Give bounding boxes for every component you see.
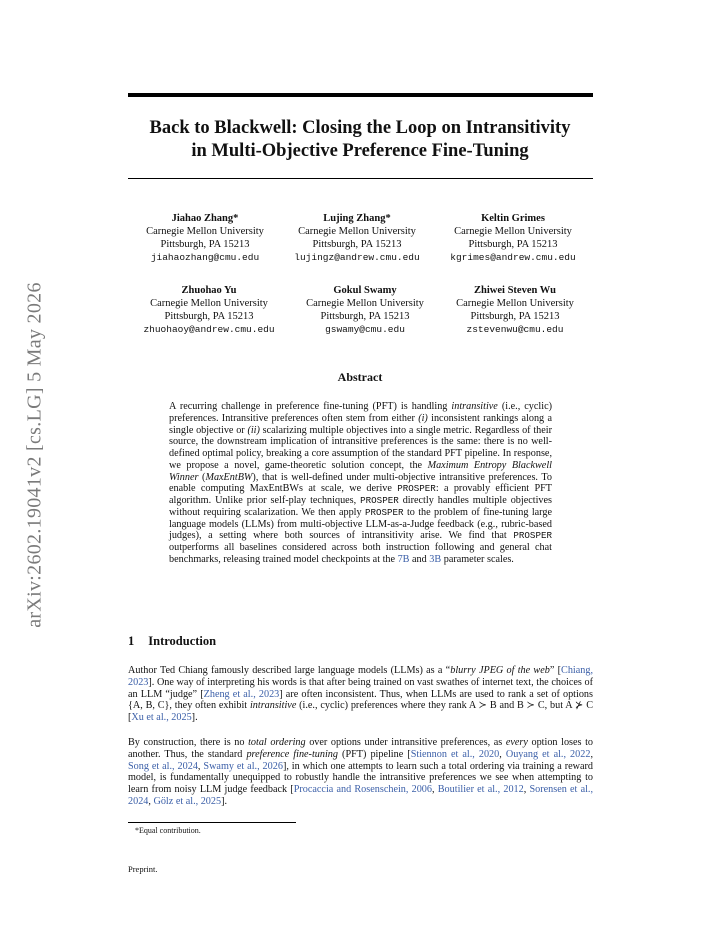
author-name: Gokul Swamy [333,285,397,296]
footnote-rule [128,822,296,823]
footnote-equal-contribution: *Equal contribution. [135,826,201,835]
author-location: Pittsburgh, PA 15213 [164,311,254,322]
author-affiliation: Carnegie Mellon University [454,226,572,237]
author-email[interactable]: gswamy@cmu.edu [325,324,405,335]
abstract-body: A recurring challenge in preference fine-tuning (PFT) is handling intransitive (i.e., cyclic) preferences. Intransitive preferences often stem from either (i) inconsistent rankings along a single objective or (ii) scalarizing multiple objectives into a single metric. Regardless of their source, the downstream implication of intransitive preferences is the same: there is no well-defined optimal policy, breaking a core assumption of the standard PFT pipeline. In response, we propose a novel, game-theoretic solution concept, the Maximum Entropy Blackwell Winner (MaxEntBW), that is well-defined under multi-objective intransitive preferences. To enable computing MaxEntBWs at scale, we derive PROSPER: a provably efficient PFT algorithm. Unlike prior self-play techniques, PROSPER directly handles multiple objectives without requiring scalarization. We then apply PROSPER to the problem of fine-tuning large language models (LLMs) from multi-objective LLM-as-a-Judge feedback (e.g., rubric-based judges), a setting where both sources of intransitivity arise. We find that PROSPER outperforms all baselines considered across both instruction following and general chat benchmarks, releasing trained model checkpoints at the 7B and 3B parameter scales. [169,401,552,565]
author-location: Pittsburgh, PA 15213 [320,311,410,322]
section-title: Introduction [148,634,217,648]
author-affiliation: Carnegie Mellon University [298,226,416,237]
author-affiliation: Carnegie Mellon University [306,298,424,309]
title-top-rule [128,93,593,97]
author-email[interactable]: kgrimes@andrew.cmu.edu [450,252,576,263]
citation-link[interactable]: Boutilier et al., 2012 [437,784,524,796]
title-bottom-rule [128,178,593,179]
author-location: Pittsburgh, PA 15213 [470,311,560,322]
citation-link[interactable]: Xu et al., 2025 [131,712,192,724]
checkpoint-link-3b[interactable]: 3B [429,553,442,565]
author-email[interactable]: jiahaozhang@cmu.edu [150,252,260,263]
author-location: Pittsburgh, PA 15213 [160,239,250,250]
author-affiliation: Carnegie Mellon University [146,226,264,237]
citation-link[interactable]: Procaccia and Rosenschein, 2006 [293,784,432,796]
author-name: Keltin Grimes [481,213,545,224]
author-email[interactable]: zhuohaoy@andrew.cmu.edu [143,324,275,335]
author-location: Pittsburgh, PA 15213 [312,239,402,250]
citation-link[interactable]: Sorensen et al., 2024 [128,784,594,807]
author-affiliation: Carnegie Mellon University [150,298,268,309]
author-email[interactable]: lujingz@andrew.cmu.edu [294,252,420,263]
abstract-heading: Abstract [337,370,383,384]
preprint-label: Preprint. [128,864,158,874]
intro-paragraph-2: By construction, there is no total ordering over options under intransitive preferences, as every option loses to another. Thus, the standard preference fine-tuning (PFT) pipeline [Stiennon et al., 2020, Ouyang et al., 2022, Song et al., 2024, Swamy et al., 2026], in which one attempts to learn such a total ordering via training a reward model, is fundamentally unequipped to robustly handle the intransitive preferences we see when attempting to learn from noisy LLM judge feedback [Procaccia and Rosenschein, 2006, Boutilier et al., 2012, Sorensen et al., 2024, Gölz et al., 2025]. [128,737,594,807]
author-block-6 [415,284,615,336]
author-name: Zhuohao Yu [181,285,237,296]
citation-link[interactable]: Gölz et al., 2025 [153,795,222,807]
author-name: Zhiwei Steven Wu [474,285,556,296]
checkpoint-link-7b[interactable]: 7B [397,553,410,565]
author-block-3 [413,212,613,264]
citation-link[interactable]: Swamy et al., 2026 [203,760,283,772]
section-number: 1 [128,634,135,648]
arxiv-sidebar-stamp: arXiv:2602.19041v2 [cs.LG] 5 May 2026 [23,282,46,628]
title-line-1: Back to Blackwell: Closing the Loop on Intransitivity [149,118,571,138]
intro-paragraph-1: Author Ted Chiang famously described large language models (LLMs) as a “blurry JPEG of the web” [Chiang, 2023]. One way of interpreting his words is that after being trained on vast swathes of internet text, the choices of an LLM “judge” [Zheng et al., 2023] are often inconsistent. Thus, when LLMs are used to rank a set of options {A, B, C}, they often exhibit intransitive (i.e., cyclic) preferences where they rank A ≻ B and B ≻ C, but A ⊁ C [Xu et al., 2025]. [128,665,594,724]
algorithm-name: PROSPER [397,483,436,495]
citation-link[interactable]: Chiang, 2023 [128,665,594,688]
author-name: Lujing Zhang* [323,213,391,224]
title-line-2: in Multi-Objective Preference Fine-Tuning [191,141,529,161]
section-heading [128,634,216,649]
author-name: Jiahao Zhang* [171,213,239,224]
citation-link[interactable]: Ouyang et al., 2022 [505,748,591,760]
citation-link[interactable]: Zheng et al., 2023 [203,688,280,700]
citation-link[interactable]: Stiennon et al., 2020 [410,748,500,760]
author-affiliation: Carnegie Mellon University [456,298,574,309]
paper-title [110,117,610,163]
author-location: Pittsburgh, PA 15213 [468,239,558,250]
author-email[interactable]: zstevenwu@cmu.edu [466,324,564,335]
citation-link[interactable]: Song et al., 2024 [128,760,198,772]
